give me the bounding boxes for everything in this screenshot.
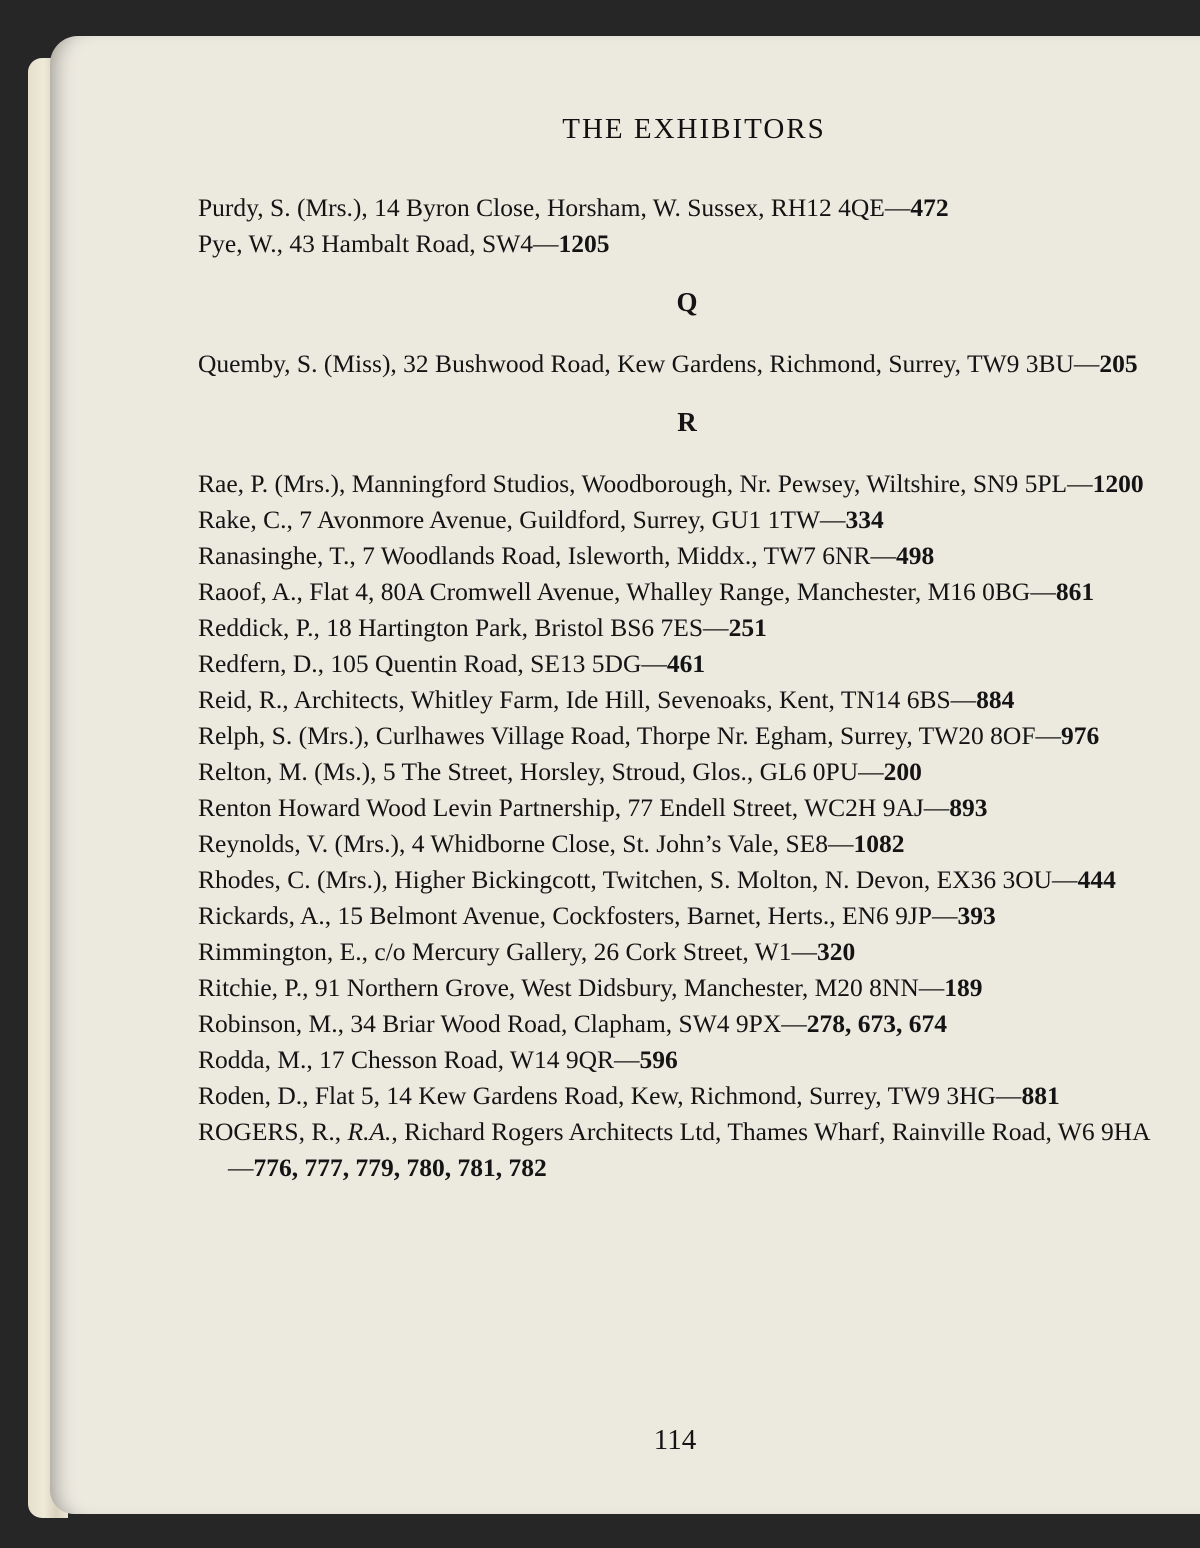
section-heading-q: Q	[676, 287, 698, 317]
list-item: Quemby, S. (Miss), 32 Bushwood Road, Kew Gardens, Richmond, Surrey, TW9 3BU—205	[198, 349, 1138, 378]
list-item: Rae, P. (Mrs.), Manningford Studios, Woodborough, Nr. Pewsey, Wiltshire, SN9 5PL—1200	[198, 469, 1144, 498]
list-item: Robinson, M., 34 Briar Wood Road, Clapham, SW4 9PX—278, 673, 674	[198, 1009, 948, 1038]
list-item: Reid, R., Architects, Whitley Farm, Ide Hill, Sevenoaks, Kent, TN14 6BS—884	[198, 685, 1015, 714]
exhibitor-list	[198, 190, 1168, 1186]
list-item: Purdy, S. (Mrs.), 14 Byron Close, Horsham, W. Sussex, RH12 4QE—472	[198, 193, 949, 222]
list-item: Rake, C., 7 Avonmore Avenue, Guildford, Surrey, GU1 1TW—334	[198, 505, 884, 534]
list-item: Relph, S. (Mrs.), Curlhawes Village Road, Thorpe Nr. Egham, Surrey, TW20 8OF—976	[198, 721, 1100, 750]
book-page	[50, 36, 1200, 1514]
running-head: THE EXHIBITORS	[562, 113, 826, 145]
list-item: Redfern, D., 105 Quentin Road, SE13 5DG—461	[198, 649, 706, 678]
list-item: Pye, W., 43 Hambalt Road, SW4—1205	[198, 229, 610, 258]
list-item: Relton, M. (Ms.), 5 The Street, Horsley, Stroud, Glos., GL6 0PU—200	[198, 757, 922, 786]
list-item: Ritchie, P., 91 Northern Grove, West Didsbury, Manchester, M20 8NN—189	[198, 973, 983, 1002]
list-item: Reddick, P., 18 Hartington Park, Bristol BS6 7ES—251	[198, 613, 767, 642]
list-item: ROGERS, R., R.A., Richard Rogers Architects Ltd, Thames Wharf, Rainville Road, W6 9HA—776, 777, 779, 780, 781, 782	[198, 1117, 1151, 1182]
section-heading-r: R	[677, 407, 697, 437]
list-item: Rodda, M., 17 Chesson Road, W14 9QR—596	[198, 1045, 678, 1074]
list-item: Renton Howard Wood Levin Partnership, 77 Endell Street, WC2H 9AJ—893	[198, 793, 988, 822]
page-number: 114	[653, 1424, 697, 1456]
list-item: Ranasinghe, T., 7 Woodlands Road, Isleworth, Middx., TW7 6NR—498	[198, 541, 935, 570]
list-item: Roden, D., Flat 5, 14 Kew Gardens Road, Kew, Richmond, Surrey, TW9 3HG—881	[198, 1081, 1060, 1110]
list-item: Rickards, A., 15 Belmont Avenue, Cockfosters, Barnet, Herts., EN6 9JP—393	[198, 901, 996, 930]
list-item: Raoof, A., Flat 4, 80A Cromwell Avenue, Whalley Range, Manchester, M16 0BG—861	[198, 577, 1095, 606]
list-item: Reynolds, V. (Mrs.), 4 Whidborne Close, St. John’s Vale, SE8—1082	[198, 829, 905, 858]
list-item: Rhodes, C. (Mrs.), Higher Bickingcott, Twitchen, S. Molton, N. Devon, EX36 3OU—444	[198, 865, 1116, 894]
list-item: Rimmington, E., c/o Mercury Gallery, 26 Cork Street, W1—320	[198, 937, 856, 966]
